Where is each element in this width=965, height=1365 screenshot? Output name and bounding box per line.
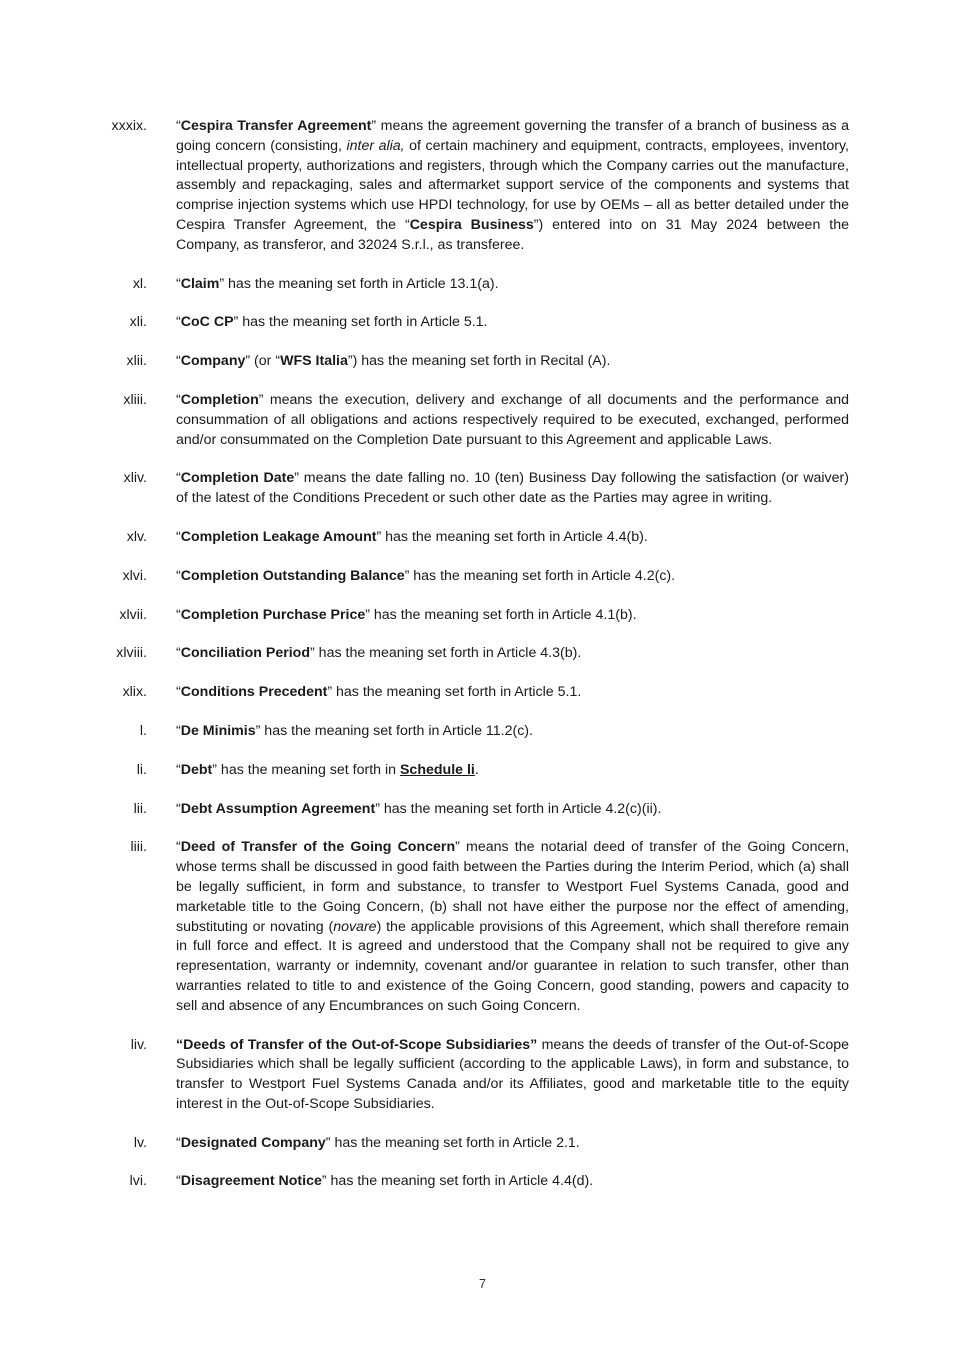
definition-item bbox=[0, 1172, 965, 1192]
text-fragment: “ bbox=[176, 761, 181, 778]
definition-text bbox=[176, 469, 849, 509]
definition-text bbox=[176, 391, 849, 450]
defined-term: De Minimis bbox=[180, 722, 256, 739]
schedule-reference: Schedule li bbox=[399, 761, 475, 778]
text-fragment: ” means the notarial deed of transfer of the Going Concern, whose terms shall be discussed in good faith between the Parties during the Interim Period, which (a) shall be legally sufficient, in form and substance, to transfer to Westport Fuel Systems Canada, good and marketable title to the Going Concern, (b) shall not have either the purpose nor the effect of amending, substituting or novating ( bbox=[176, 839, 850, 935]
definition-item bbox=[0, 1036, 965, 1115]
text-fragment: ” has the meaning set forth in Article 13.1(a). bbox=[219, 275, 499, 292]
defined-term: Designated Company bbox=[180, 1134, 326, 1151]
definition-text bbox=[176, 644, 849, 664]
definition-text bbox=[176, 567, 849, 587]
item-number: lv. bbox=[133, 1134, 147, 1151]
definition-item bbox=[0, 313, 965, 333]
definition-text bbox=[176, 761, 849, 781]
text-fragment: ” has the meaning set forth in Article 4.1(b). bbox=[365, 606, 637, 623]
text-fragment: means the deeds of transfer of the Out-of-Scope Subsidiaries which shall be legally sufficient (according to the applicable Laws), in form and substance, to transfer to Westport Fuel Systems Canada and/or its Affiliates, good and marketable title to the equity interest in the Out-of-Scope Subsidiaries. bbox=[176, 1036, 850, 1112]
text-fragment: “ bbox=[176, 645, 181, 662]
defined-term: Company bbox=[180, 353, 246, 370]
item-number: xlvi. bbox=[122, 567, 147, 584]
item-number: xlvii. bbox=[119, 606, 147, 623]
definition-item bbox=[0, 567, 965, 587]
definition-text bbox=[176, 838, 849, 1016]
definition-item bbox=[0, 761, 965, 781]
definition-text bbox=[176, 1134, 849, 1154]
defined-term: Completion Outstanding Balance bbox=[180, 567, 405, 584]
item-number: liii. bbox=[130, 839, 147, 856]
text-fragment: ” means the execution, delivery and exchange of all documents and the performance and consummation of all obligations and actions respectively required to be executed, exchanged, performed and/or consummated on the Completion Date pursuant to this Agreement and applicable Laws. bbox=[176, 391, 849, 448]
defined-term: Conciliation Period bbox=[180, 645, 311, 662]
definition-item bbox=[0, 117, 965, 256]
item-number: liv. bbox=[130, 1036, 147, 1053]
text-fragment: “ bbox=[176, 1173, 181, 1190]
definition-item bbox=[0, 683, 965, 703]
text-fragment: “ bbox=[176, 722, 181, 739]
defined-term: Conditions Precedent bbox=[180, 684, 328, 701]
text-fragment: ”) has the meaning set forth in Recital (A). bbox=[347, 353, 611, 370]
text-fragment: “ bbox=[176, 528, 181, 545]
text-fragment: “ bbox=[176, 391, 181, 408]
definition-item bbox=[0, 644, 965, 664]
text-fragment: ” has the meaning set forth in Article 4.2(c). bbox=[404, 567, 676, 584]
text-fragment: ” has the meaning set forth in Article 11.2(c). bbox=[255, 722, 533, 739]
text-fragment: “ bbox=[176, 470, 181, 487]
definition-text bbox=[176, 117, 849, 256]
defined-term: WFS Italia bbox=[280, 353, 348, 370]
text-fragment: “ bbox=[176, 606, 181, 623]
defined-term: Completion bbox=[180, 391, 259, 408]
definition-text bbox=[176, 1172, 849, 1192]
text-fragment: ”) entered into on 31 May 2024 between the Company, as transferor, and 32024 S.r.l., as transferee. bbox=[176, 216, 850, 253]
text-fragment: ” has the meaning set forth in Article 5.1. bbox=[327, 684, 582, 701]
definition-text bbox=[176, 800, 849, 820]
defined-term: Disagreement Notice bbox=[180, 1173, 322, 1190]
text-fragment: “ bbox=[176, 353, 181, 370]
text-fragment: ) the applicable provisions of this Agreement, which shall therefore remain in full force and effect. It is agreed and understood that the Company shall not be required to give any representation, warranty or indemnity, covenant and/or guarantee in relation to such transfer, other than warranties related to title to and existence of the Going Concern, good standing, powers and capacity to sell and absence of any Encumbrances on such Going Concern. bbox=[176, 918, 849, 1014]
item-number: lvi. bbox=[129, 1173, 147, 1190]
definition-item bbox=[0, 838, 965, 1016]
defined-term: Completion Leakage Amount bbox=[180, 528, 377, 545]
item-number: xl. bbox=[132, 275, 147, 292]
item-number: li. bbox=[136, 761, 147, 778]
definition-text bbox=[176, 313, 849, 333]
defined-term: Cespira Business bbox=[409, 216, 534, 233]
definition-item bbox=[0, 722, 965, 742]
definition-item bbox=[0, 469, 965, 509]
item-number: xlv. bbox=[126, 528, 147, 545]
definition-item bbox=[0, 352, 965, 372]
definition-item bbox=[0, 528, 965, 548]
definition-text bbox=[176, 683, 849, 703]
text-fragment: “ bbox=[176, 839, 181, 856]
italic-text: inter alia, bbox=[346, 137, 405, 154]
italic-text: novare bbox=[333, 918, 377, 935]
text-fragment: ” has the meaning set forth in Article 4.2(c)(ii). bbox=[375, 800, 662, 817]
item-number: xliv. bbox=[123, 470, 147, 487]
text-fragment: “ bbox=[176, 567, 181, 584]
definition-item bbox=[0, 606, 965, 626]
text-fragment: of certain machinery and equipment, contracts, employees, inventory, intellectual property, authorizations and registers, through which the Company carries out the manufacture, assembly and repackaging, sales and aftermarket support service of the components and systems that comprise injection systems which use HPDI technology, for use by OEMs – all as better detailed under the Cespira Transfer Agreement, the “ bbox=[176, 137, 849, 233]
text-fragment: ” has the meaning set forth in Article 5.1. bbox=[233, 314, 488, 331]
definition-item bbox=[0, 800, 965, 820]
document-page bbox=[0, 117, 965, 1211]
definition-item bbox=[0, 1134, 965, 1154]
definition-item bbox=[0, 391, 965, 450]
definition-text bbox=[176, 528, 849, 548]
item-number: xlii. bbox=[126, 353, 147, 370]
text-fragment: ” means the date falling no. 10 (ten) Business Day following the satisfaction (or waiver) of the latest of the Conditions Precedent or such other date as the Parties may agree in writing. bbox=[176, 470, 849, 507]
defined-term: CoC CP bbox=[180, 314, 234, 331]
item-number: lii. bbox=[133, 800, 147, 817]
defined-term: Completion Purchase Price bbox=[180, 606, 366, 623]
definition-text bbox=[176, 1036, 849, 1115]
defined-term: Debt bbox=[180, 761, 213, 778]
text-fragment: ” has the meaning set forth in bbox=[212, 761, 400, 778]
item-number: xlviii. bbox=[116, 645, 147, 662]
text-fragment: ” has the meaning set forth in Article 4.4(b). bbox=[376, 528, 648, 545]
defined-term: Completion Date bbox=[180, 470, 295, 487]
item-number: xxxix. bbox=[111, 118, 147, 134]
definition-text bbox=[176, 606, 849, 626]
text-fragment: ” has the meaning set forth in Article 4.4(d). bbox=[321, 1173, 594, 1190]
text-fragment: ” means the agreement governing the transfer of a branch of business as a going concern (consisting, bbox=[176, 118, 849, 154]
text-fragment: ” has the meaning set forth in Article 2.1. bbox=[325, 1134, 580, 1151]
text-fragment: “ bbox=[176, 275, 181, 292]
definition-text bbox=[176, 275, 849, 295]
text-fragment: ” has the meaning set forth in Article 4.3(b). bbox=[310, 645, 582, 662]
definition-item bbox=[0, 275, 965, 295]
defined-term: “Deeds of Transfer of the Out-of-Scope Subsidiaries” bbox=[176, 1036, 538, 1053]
text-fragment: “ bbox=[176, 118, 181, 134]
defined-term: Debt Assumption Agreement bbox=[180, 800, 376, 817]
item-number: xliii. bbox=[123, 391, 147, 408]
text-fragment: “ bbox=[176, 800, 181, 817]
item-number: l. bbox=[139, 722, 147, 739]
item-number: xli. bbox=[129, 314, 147, 331]
defined-term: Claim bbox=[180, 275, 220, 292]
text-fragment: . bbox=[474, 761, 479, 778]
defined-term: Cespira Transfer Agreement bbox=[180, 118, 372, 134]
item-number: xlix. bbox=[122, 684, 147, 701]
defined-term: Deed of Transfer of the Going Concern bbox=[180, 839, 456, 856]
definition-text bbox=[176, 722, 849, 742]
definition-text bbox=[176, 352, 849, 372]
text-fragment: “ bbox=[176, 1134, 181, 1151]
text-fragment: “ bbox=[176, 314, 181, 331]
text-fragment: ” (or “ bbox=[245, 353, 281, 370]
text-fragment: “ bbox=[176, 684, 181, 701]
page-number: 7 bbox=[479, 1277, 486, 1291]
